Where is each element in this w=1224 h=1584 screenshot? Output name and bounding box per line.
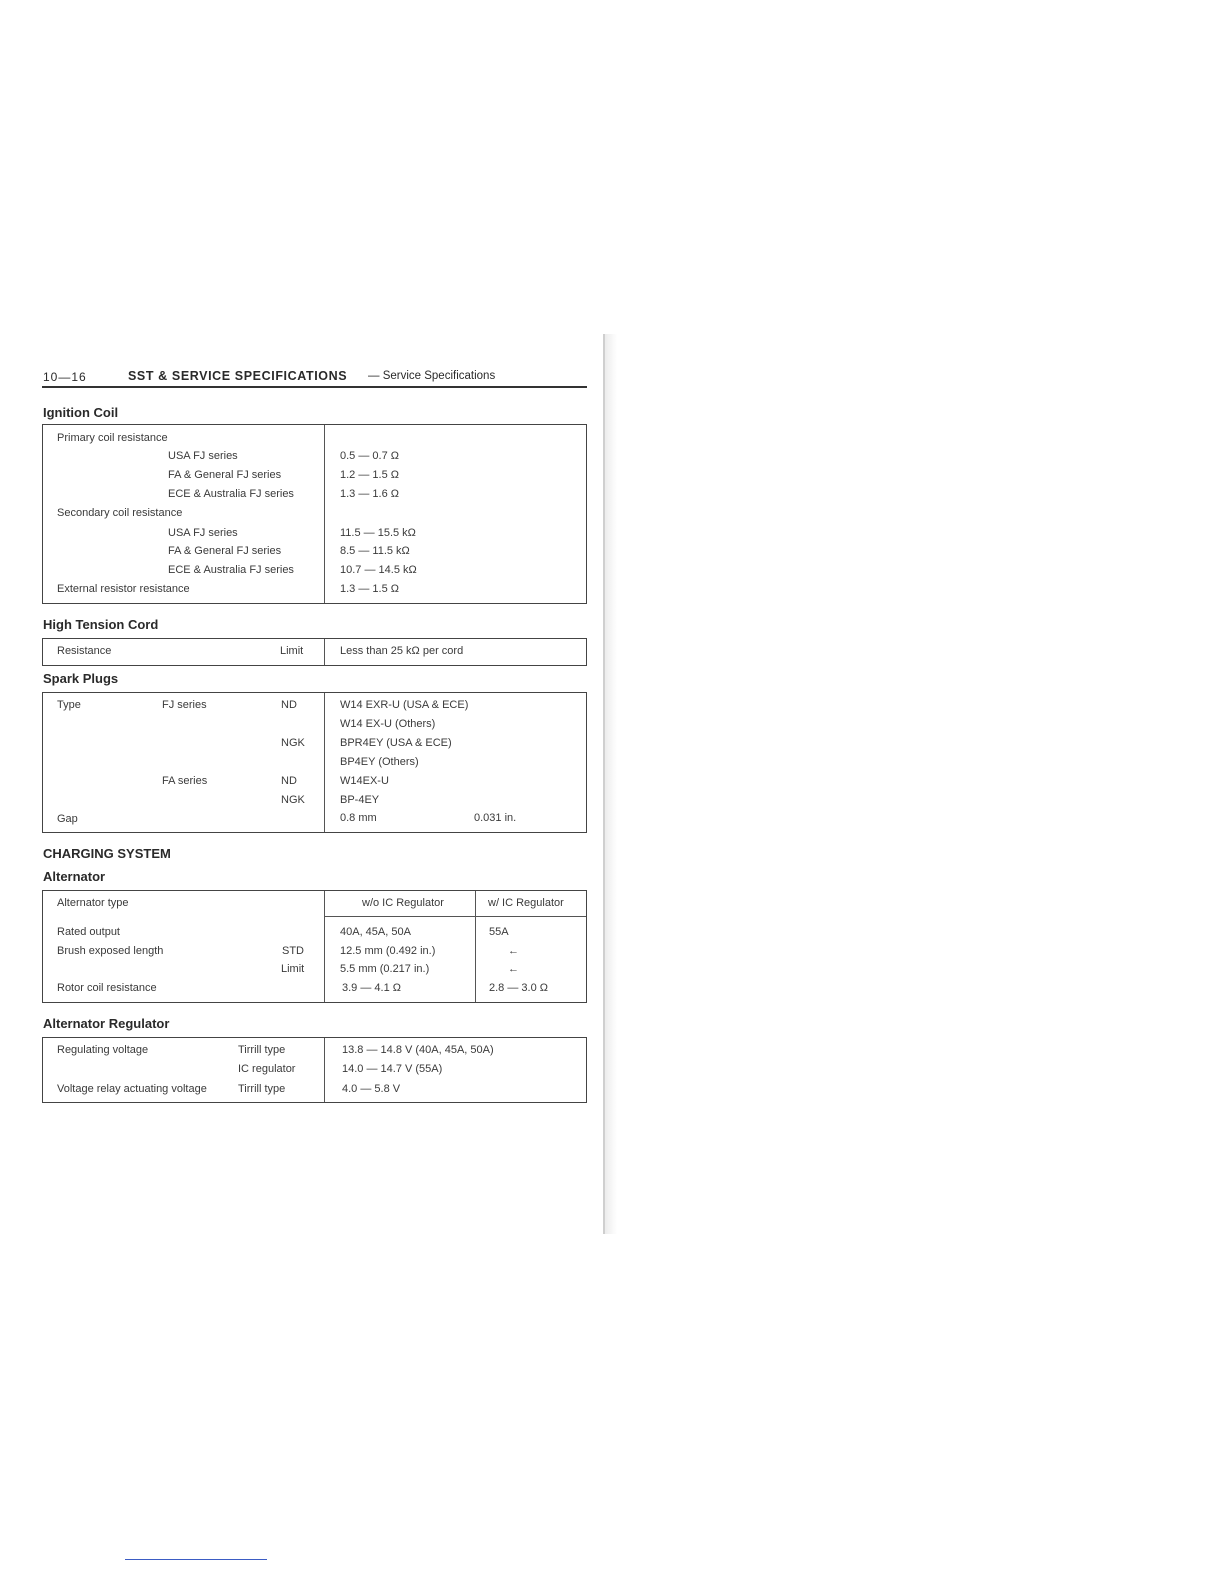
charging-system-heading: CHARGING SYSTEM [43,846,171,861]
primary-coil-label: Primary coil resistance [57,432,168,444]
tirrill-type-label: Tirrill type [238,1044,286,1056]
brush-limit-wo-value: 5.5 mm (0.217 in.) [340,963,430,975]
rotor-coil-wo-value: 3.9 — 4.1 Ω [342,982,401,994]
primary-fa-value: 1.2 — 1.5 Ω [340,469,399,481]
fj-ngk-plug-1: BPR4EY (USA & ECE) [340,737,452,749]
nd-label: ND [281,775,297,787]
header-rule [42,386,587,388]
high-tension-cord-heading: High Tension Cord [43,617,159,632]
brush-std-wo-value: 12.5 mm (0.492 in.) [340,945,436,957]
column-divider [324,693,325,832]
ece-australia-fj-label: ECE & Australia FJ series [168,564,294,576]
secondary-fa-value: 8.5 — 11.5 kΩ [340,545,410,557]
spark-plugs-heading: Spark Plugs [43,671,119,686]
brush-limit-w-value: ← [508,963,519,975]
resistance-label: Resistance [57,645,112,657]
gap-in-value: 0.031 in. [474,812,517,824]
column-divider [324,1038,325,1102]
rated-output-wo-value: 40A, 45A, 50A [340,926,411,938]
rotor-coil-label: Rotor coil resistance [57,982,157,994]
rated-output-w-value: 55A [489,926,509,938]
relay-voltage-value: 4.0 — 5.8 V [342,1083,401,1095]
primary-usa-value: 0.5 — 0.7 Ω [340,450,399,462]
fa-ngk-plug: BP-4EY [340,794,380,806]
regulating-voltage-label: Regulating voltage [57,1044,149,1056]
secondary-coil-label: Secondary coil resistance [57,507,183,519]
regulating-ic-value: 14.0 — 14.7 V (55A) [342,1063,443,1075]
limit-label: Limit [280,645,304,657]
fa-general-fj-label: FA & General FJ series [168,545,282,557]
col-with-ic-regulator: w/ IC Regulator [488,897,564,909]
ignition-coil-heading: Ignition Coil [43,405,119,420]
col-without-ic-regulator: w/o IC Regulator [362,897,444,909]
usa-fj-label: USA FJ series [168,527,238,539]
brush-std-w-value: ← [508,945,519,957]
secondary-ece-value: 10.7 — 14.5 kΩ [340,564,417,576]
brush-length-label: Brush exposed length [57,945,164,957]
regulating-tirrill-value: 13.8 — 14.8 V (40A, 45A, 50A) [342,1044,494,1056]
external-resistor-label: External resistor resistance [57,583,190,595]
fj-series-label: FJ series [162,699,207,711]
limit-label: Limit [281,963,305,975]
page-spine-shadow [605,334,617,1234]
high-tension-cord-table [42,638,587,666]
alternator-heading: Alternator [43,869,106,884]
fj-nd-plug-2: W14 EX-U (Others) [340,718,436,730]
column-divider [324,891,325,1002]
ece-australia-fj-label: ECE & Australia FJ series [168,488,294,500]
external-resistor-value: 1.3 — 1.5 Ω [340,583,399,595]
primary-ece-value: 1.3 — 1.6 Ω [340,488,399,500]
fj-nd-plug-1: W14 EXR-U (USA & ECE) [340,699,469,711]
fa-general-fj-label: FA & General FJ series [168,469,282,481]
cord-resistance-value: Less than 25 kΩ per cord [340,645,464,657]
rotor-coil-w-value: 2.8 — 3.0 Ω [489,982,548,994]
ic-regulator-label: IC regulator [238,1063,296,1075]
page-spine [603,334,605,1234]
chapter-subtitle: — Service Specifications [368,370,496,382]
alternator-type-label: Alternator type [57,897,129,909]
column-divider [324,639,325,665]
relay-voltage-label: Voltage relay actuating voltage [57,1083,207,1095]
header-row-divider [324,916,586,917]
fj-ngk-plug-2: BP4EY (Others) [340,756,419,768]
chapter-title: SST & SERVICE SPECIFICATIONS [128,369,348,383]
gap-mm-value: 0.8 mm [340,812,377,824]
fa-nd-plug: W14EX-U [340,775,389,787]
secondary-usa-value: 11.5 — 15.5 kΩ [340,527,416,539]
rated-output-label: Rated output [57,926,120,938]
page-number: 10—16 [43,370,87,384]
column-divider [324,425,325,603]
nd-label: ND [281,699,297,711]
alternator-regulator-heading: Alternator Regulator [43,1016,170,1031]
column-divider [475,891,476,1002]
ngk-label: NGK [281,794,305,806]
ngk-label: NGK [281,737,305,749]
type-label: Type [57,699,81,711]
fa-series-label: FA series [162,775,208,787]
std-label: STD [282,945,304,957]
footer-link-rule [125,1559,267,1560]
relay-tirrill-type-label: Tirrill type [238,1083,286,1095]
gap-label: Gap [57,813,78,825]
usa-fj-label: USA FJ series [168,450,238,462]
